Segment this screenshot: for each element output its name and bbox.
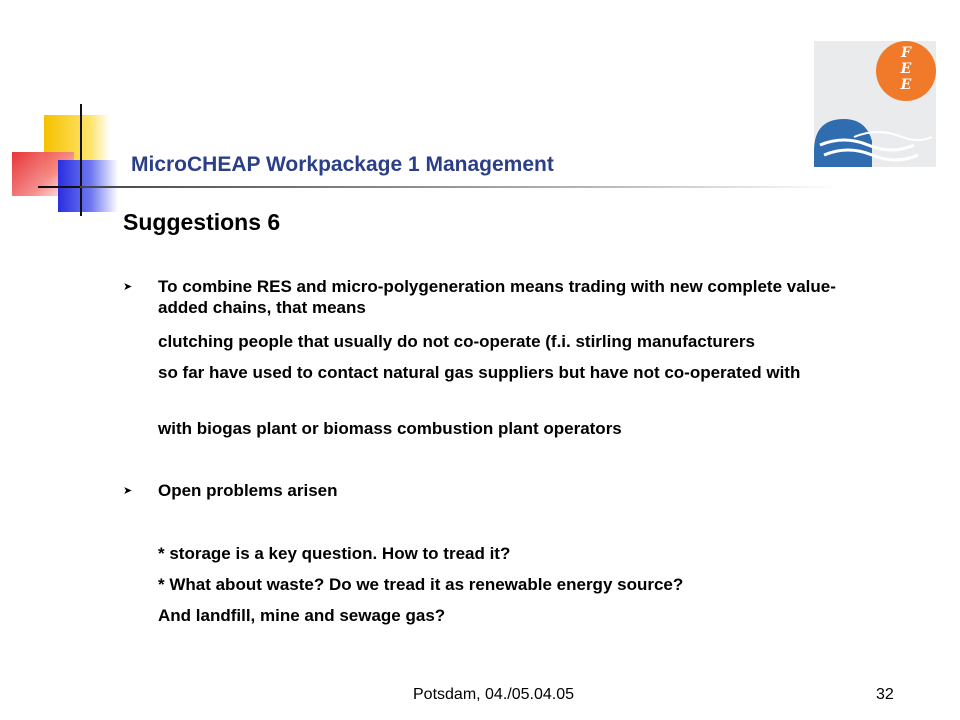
footer-page-number: 32 — [876, 686, 894, 703]
fee-logo-graphic — [814, 41, 936, 167]
bullet2-line1: * storage is a key question. How to tread it? — [158, 544, 511, 563]
decor-vertical-line — [80, 104, 82, 216]
bullet-arrow-icon: ➤ — [123, 485, 133, 497]
svg-text:E: E — [900, 61, 912, 77]
bullet1-line4: with biogas plant or biomass combustion plant operators — [158, 419, 622, 438]
bullet1-line1: To combine RES and micro-polygeneration means trading with new complete value-added chains, that means — [158, 277, 836, 317]
slide-title: MicroCHEAP Workpackage 1 Management — [131, 153, 554, 176]
bullet2-label: Open problems arisen — [158, 481, 338, 500]
fee-logo — [814, 41, 936, 167]
bullet2-line3: And landfill, mine and sewage gas? — [158, 606, 446, 625]
title-underline — [80, 186, 840, 188]
svg-text:E: E — [900, 77, 912, 93]
svg-text:F: F — [901, 45, 911, 61]
bullet1-line2: clutching people that usually do not co-operate (f.i. stirling manufacturers — [158, 332, 755, 351]
section-heading: Suggestions 6 — [123, 209, 281, 235]
footer-location-date: Potsdam, 04./05.04.05 — [413, 686, 574, 703]
bullet2-line2: * What about waste? Do we tread it as renewable energy source? — [158, 575, 684, 594]
bullet1-line3: so far have used to contact natural gas suppliers but have not co-operated with — [158, 363, 801, 382]
bullet-arrow-icon: ➤ — [123, 281, 133, 293]
